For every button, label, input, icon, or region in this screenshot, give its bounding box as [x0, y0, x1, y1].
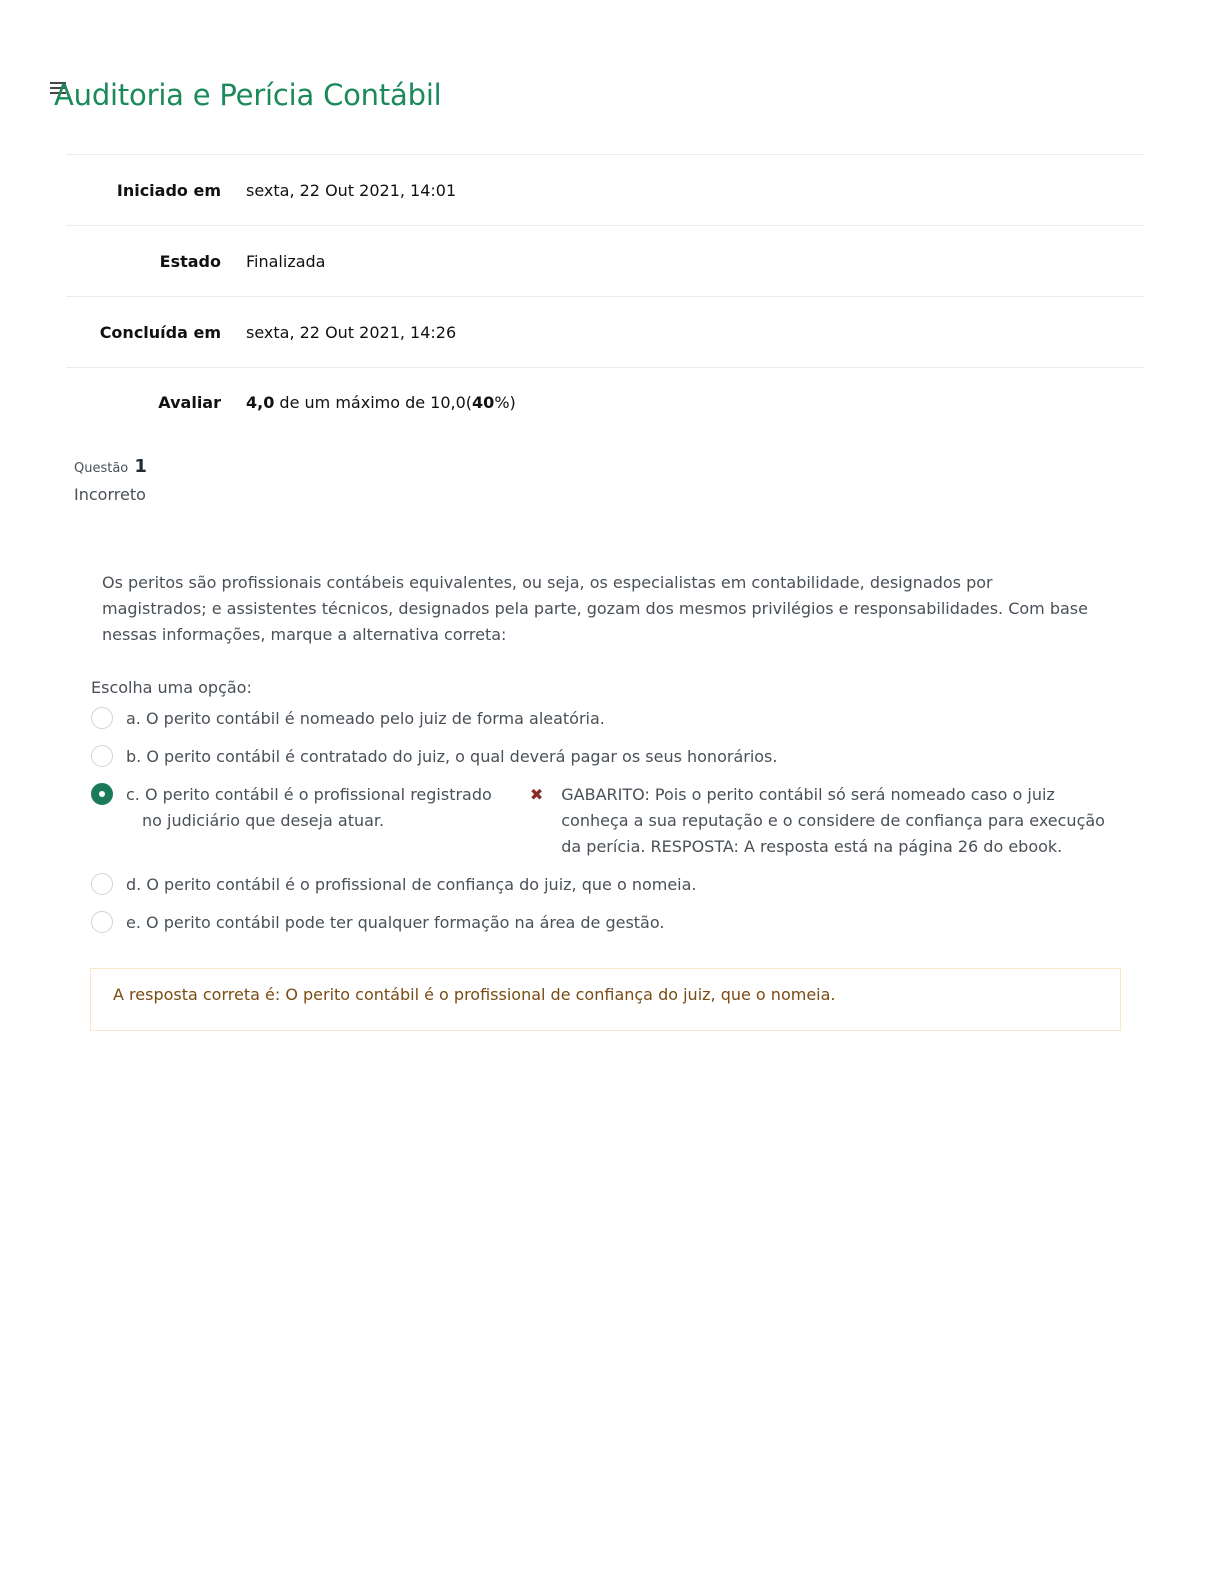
question-state: Incorreto — [74, 485, 146, 504]
question-prompt: Escolha uma opção: — [91, 678, 252, 697]
option-feedback: GABARITO: Pois o perito contábil só será nomeado caso o juiz conheça a sua reputação e o considere de confiança para execução da perícia. RESPOSTA: A resposta está na página 26 do ebook. — [561, 785, 1105, 856]
question-prefix: Questão — [74, 461, 129, 476]
summary-label: Iniciado em — [116, 180, 221, 200]
page-title: Auditoria e Perícia Contábil — [54, 78, 442, 112]
summary-value: Finalizada — [246, 251, 326, 271]
radio-button[interactable] — [91, 873, 113, 895]
incorrect-icon: ✖ — [529, 785, 544, 804]
summary-value: sexta, 22 Out 2021, 14:01 — [246, 180, 457, 200]
radio-button[interactable] — [91, 707, 113, 729]
correct-answer-box — [90, 968, 1121, 1031]
summary-row-grade — [66, 367, 1144, 436]
option-label: c. O perito contábil é o profissional registrado no judiciário que deseja atuar. — [126, 785, 492, 830]
attempt-summary — [66, 154, 1144, 436]
option-a[interactable] — [91, 706, 1121, 732]
answer-options — [91, 706, 1121, 948]
summary-label: Avaliar — [158, 392, 221, 412]
option-label: a. O perito contábil é nomeado pelo juiz de forma aleatória. — [126, 709, 605, 728]
option-c[interactable] — [91, 782, 1121, 860]
summary-row-started — [66, 154, 1144, 225]
option-d[interactable] — [91, 872, 1121, 898]
grade-score: 4,0 — [246, 392, 275, 412]
radio-button[interactable] — [91, 911, 113, 933]
correct-answer-text: A resposta correta é: O perito contábil é o profissional de confiança do juiz, que o nomeia. — [113, 985, 836, 1004]
summary-value: sexta, 22 Out 2021, 14:26 — [246, 322, 457, 342]
question-number-value: 1 — [134, 456, 147, 477]
option-e[interactable] — [91, 910, 1121, 936]
radio-button[interactable] — [91, 745, 113, 767]
summary-label: Concluída em — [99, 322, 221, 342]
radio-button-selected[interactable] — [91, 783, 113, 805]
option-label: b. O perito contábil é contratado do juiz, o qual deverá pagar os seus honorários. — [126, 747, 778, 766]
question-number — [74, 456, 147, 477]
grade-percent: 40 — [472, 392, 495, 412]
summary-row-state — [66, 225, 1144, 296]
grade-suffix: %) — [494, 392, 516, 412]
option-label: d. O perito contábil é o profissional de confiança do juiz, que o nomeia. — [126, 875, 697, 894]
grade-middle: de um máximo de 10,0( — [274, 392, 473, 412]
question-text: Os peritos são profissionais contábeis equivalentes, ou seja, os especialistas em contabilidade, designados por magistrados; e assistentes técnicos, designados pela parte, gozam dos mesmos privilégios e responsabilidades. Com base nessas informações, marque a alternativa correta: — [102, 573, 1088, 644]
summary-label: Estado — [159, 251, 221, 271]
question-info — [74, 456, 147, 504]
summary-row-completed — [66, 296, 1144, 367]
option-label: e. O perito contábil pode ter qualquer formação na área de gestão. — [126, 913, 665, 932]
grade-value — [246, 393, 516, 412]
option-b[interactable] — [91, 744, 1121, 770]
